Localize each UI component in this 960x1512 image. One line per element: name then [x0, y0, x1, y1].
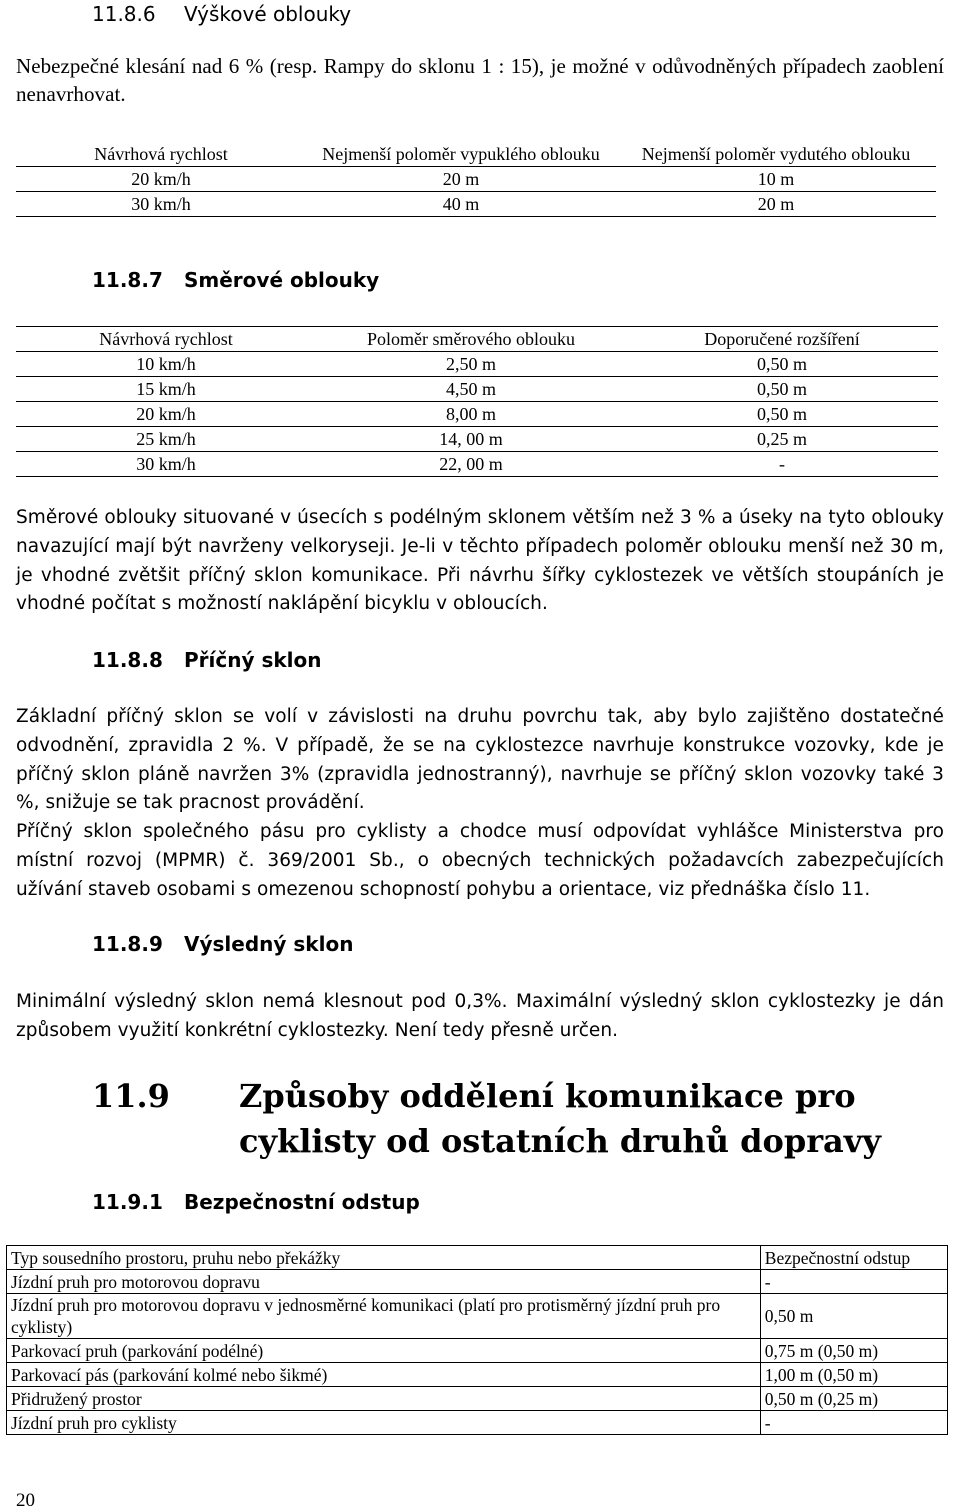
- table-cell: -: [626, 452, 938, 477]
- table-row: [16, 402, 938, 427]
- section-number: 11.9.1: [92, 1190, 163, 1214]
- table-row: [16, 452, 938, 477]
- table-cell: 10 km/h: [16, 352, 316, 377]
- paragraph-steep-descent: Nebezpečné klesání nad 6 % (resp. Rampy do sklonu 1 : 15), je možné v odůvodněných případech zaoblení nenavrhovat.: [16, 54, 944, 106]
- section-title: Bezpečnostní odstup: [184, 1190, 420, 1214]
- table-cell: 1,00 m (0,50 m): [760, 1363, 947, 1387]
- table-cell: 30 km/h: [16, 452, 316, 477]
- table-header-row: [16, 327, 938, 352]
- table-cell: 30 km/h: [16, 192, 306, 217]
- paragraph-horizontal-curves: Směrové oblouky situované v úsecích s podélným sklonem větším než 3 % a úseky na tyto oblouky navazující mají být navrženy velkoryseji. Je-li v těchto případech poloměr oblouku menší než 30 m, je vhodné zvětšit příčný sklon komunikace. Při návrhu šířky cyklostezek ve větších stoupáních je vhodné počítat s možností naklápění bicyklu v obloucích.: [16, 507, 944, 615]
- table-row: [16, 167, 936, 192]
- heading-11-8-9: [92, 932, 353, 956]
- table-cell: 0,50 m: [760, 1294, 947, 1339]
- table-cell: 0,75 m (0,50 m): [760, 1339, 947, 1363]
- header-cell: Nejmenší poloměr vydutého oblouku: [616, 142, 936, 167]
- header-cell: Poloměr směrového oblouku: [316, 327, 626, 352]
- heading-11-8-8: [92, 648, 322, 672]
- section-number: 11.9: [92, 1077, 170, 1115]
- header-cell: Doporučené rozšíření: [626, 327, 938, 352]
- table-cell: Jízdní pruh pro motorovou dopravu: [7, 1270, 761, 1294]
- section-number: 11.8.6: [92, 2, 156, 26]
- section-number: 11.8.8: [92, 648, 163, 672]
- table-header-row: [16, 142, 936, 167]
- table-cell: 0,50 m: [626, 402, 938, 427]
- table-row: [7, 1294, 948, 1339]
- table-cell: 20 m: [616, 192, 936, 217]
- table-row: [7, 1363, 948, 1387]
- table-row: [7, 1411, 948, 1435]
- section-title: Směrové oblouky: [184, 268, 380, 292]
- header-cell: Bezpečnostní odstup: [760, 1246, 947, 1270]
- page-number: 20: [16, 1490, 35, 1511]
- table-row: [16, 427, 938, 452]
- table-vertical-curves: [16, 142, 936, 217]
- paragraph-cross-slope-shared: Příčný sklon společného pásu pro cyklisty a chodce musí odpovídat vyhlášce Ministerstva pro místní rozvoj (MPMR) č. 369/2001 Sb., o obecných technických požadavcích zabezpečujících užívání staveb osobami s omezenou schopností pohybu a orientace, viz přednáška číslo 11.: [16, 821, 944, 900]
- table-cell: 20 km/h: [16, 402, 316, 427]
- section-title: Výsledný sklon: [184, 932, 354, 956]
- table-cell: 22, 00 m: [316, 452, 626, 477]
- table-safety-distance: [6, 1245, 948, 1435]
- header-cell: Typ sousedního prostoru, pruhu nebo překážky: [7, 1246, 761, 1270]
- table-cell: 0,25 m: [626, 427, 938, 452]
- table-cell: Přidružený prostor: [7, 1387, 761, 1411]
- table-row: [7, 1387, 948, 1411]
- table-cell: 0,50 m (0,25 m): [760, 1387, 947, 1411]
- section-title: Způsoby oddělení komunikace pro cyklisty od ostatních druhů dopravy: [239, 1077, 881, 1160]
- table-horizontal-curves: [16, 326, 938, 477]
- table-cell: -: [760, 1411, 947, 1435]
- section-title: Výškové oblouky: [184, 2, 352, 26]
- table-cell: 25 km/h: [16, 427, 316, 452]
- table-cell: Jízdní pruh pro motorovou dopravu v jednosměrné komunikaci (platí pro protisměrný jízdní pruh pro cyklisty): [7, 1294, 761, 1339]
- table-cell: 20 km/h: [16, 167, 306, 192]
- section-title: Příčný sklon: [184, 648, 322, 672]
- table-cell: 40 m: [306, 192, 616, 217]
- table-cell: Parkovací pruh (parkování podélné): [7, 1339, 761, 1363]
- table-header-row: [7, 1246, 948, 1270]
- table-row: [7, 1339, 948, 1363]
- table-cell: 20 m: [306, 167, 616, 192]
- section-number: 11.8.9: [92, 932, 163, 956]
- header-cell: Návrhová rychlost: [16, 142, 306, 167]
- header-cell: Nejmenší poloměr vypuklého oblouku: [306, 142, 616, 167]
- table-cell: -: [760, 1270, 947, 1294]
- heading-11-8-7: [92, 268, 379, 292]
- table-cell: 14, 00 m: [316, 427, 626, 452]
- heading-11-9-1: [92, 1190, 420, 1214]
- table-cell: 10 m: [616, 167, 936, 192]
- table-cell: 8,00 m: [316, 402, 626, 427]
- table-cell: 0,50 m: [626, 352, 938, 377]
- table-row: [16, 192, 936, 217]
- table-cell: Parkovací pás (parkování kolmé nebo šikmé): [7, 1363, 761, 1387]
- section-number: 11.8.7: [92, 268, 163, 292]
- table-cell: 4,50 m: [316, 377, 626, 402]
- table-cell: 0,50 m: [626, 377, 938, 402]
- table-row: [16, 377, 938, 402]
- table-cell: 15 km/h: [16, 377, 316, 402]
- paragraph-resulting-slope: Minimální výsledný sklon nemá klesnout pod 0,3%. Maximální výsledný sklon cyklostezky je dán způsobem využití konkrétní cyklostezky. Není tedy přesně určen.: [16, 991, 944, 1041]
- table-row: [7, 1270, 948, 1294]
- table-cell: 2,50 m: [316, 352, 626, 377]
- heading-11-8-6: [92, 2, 351, 26]
- header-cell: Návrhová rychlost: [16, 327, 316, 352]
- paragraph-cross-slope: Základní příčný sklon se volí v závislosti na druhu povrchu tak, aby bylo zajištěno dostatečné odvodnění, zpravidla 2 %. V případě, že se na cyklostezce navrhuje konstrukce vozovky, kde je příčný sklon pláně navržen 3% (zpravidla jednostranný), navrhuje se příčný sklon vozovky také 3 %, snižuje se tak pracnost provádění.: [16, 706, 944, 814]
- table-cell: Jízdní pruh pro cyklisty: [7, 1411, 761, 1435]
- table-row: [16, 352, 938, 377]
